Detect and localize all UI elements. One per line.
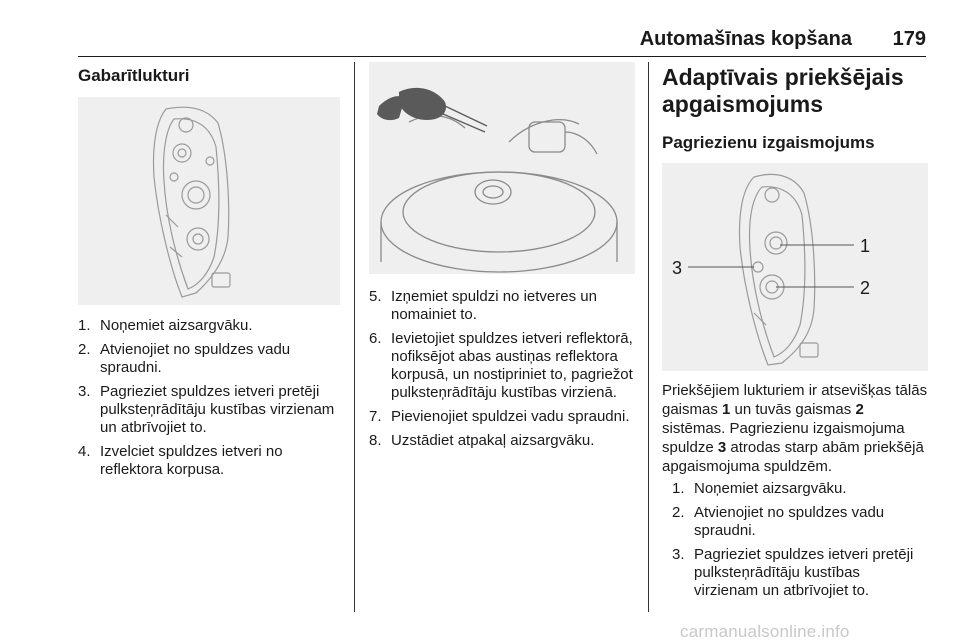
list-item [369, 330, 635, 402]
step-number: 6. [369, 330, 382, 347]
list-item [78, 317, 340, 335]
step-text: Atvienojiet no spuldzes vadu spraudni. [100, 341, 291, 376]
step-number: 3. [78, 383, 91, 400]
cornering-light-description [662, 381, 928, 476]
step-number: 1. [78, 317, 91, 334]
column-divider-2 [648, 62, 649, 612]
list-item [369, 288, 635, 324]
step-number: 3. [672, 546, 685, 563]
tail-lamp-drawing [78, 97, 340, 305]
subsection-title-cornering-light: Pagriezienu izgaismojums [662, 133, 875, 152]
list-item [672, 504, 928, 540]
bold-ref: 1 [722, 401, 731, 418]
section-title-adaptive-lighting: Adaptīvais priekšējais apgaismojums [662, 64, 904, 117]
step-text: Pagrieziet spuldzes ietveri pretēji pulksteņrādītāju kustības virzienam un atbrīvojiet to. [100, 383, 335, 436]
list-item [672, 546, 928, 600]
text-run: un tuvās gaismas [730, 401, 856, 418]
text-run: Priekšējiem lukturiem ir atsevišķas tālās gaismas [662, 382, 928, 418]
middle-column [369, 62, 635, 456]
tail-lamp-illustration [78, 97, 340, 305]
text-run: atrodas starp abām priekšējā apgaismojuma spuldzēm. [662, 439, 924, 475]
step-text: Noņemiet aizsargvāku. [694, 480, 847, 497]
step-text: Uzstādiet atpakaļ aizsargvāku. [391, 432, 595, 449]
step-number: 1. [672, 480, 685, 497]
list-item [672, 480, 928, 498]
step-text: Pievienojiet spuldzei vadu spraudni. [391, 408, 630, 425]
page-number: 179 [892, 28, 926, 50]
step-number: 7. [369, 408, 382, 425]
step-text: Atvienojiet no spuldzes vadu spraudni. [694, 504, 885, 539]
header-title: Automašīnas kopšana [639, 28, 852, 50]
list-item [78, 383, 340, 437]
step-text: Pagrieziet spuldzes ietveri pretēji pulksteņrādītāju kustības virzienam un atbrīvojiet to. [694, 546, 914, 599]
left-step-list [78, 317, 340, 479]
column-divider-1 [354, 62, 355, 612]
step-number: 5. [369, 288, 382, 305]
step-number: 4. [78, 443, 91, 460]
list-item [369, 408, 635, 426]
step-number: 2. [78, 341, 91, 358]
left-column [78, 62, 340, 485]
list-item [78, 341, 340, 377]
step-text: Ievietojiet spuldzes ietveri reflektorā, nofiksējot abas austiņas reflektora korpusā, un nostipriniet to, pagriežot pulksteņrādītāju kustības virzienā. [391, 330, 633, 401]
bulb-socket-drawing [369, 62, 635, 274]
right-step-list [672, 480, 928, 600]
step-text: Izņemiet spuldzi no ietveres un nomainiet to. [391, 288, 597, 323]
step-number: 2. [672, 504, 685, 521]
middle-step-list [369, 288, 635, 450]
step-text: Noņemiet aizsargvāku. [100, 317, 253, 334]
text-run: sistēmas. Pagriezienu izgaismojuma spuldze [662, 420, 905, 456]
step-text: Izvelciet spuldzes ietveri no reflektora korpusa. [100, 443, 283, 478]
list-item [78, 443, 340, 479]
bold-ref: 3 [717, 439, 727, 456]
bulb-socket-illustration [369, 62, 635, 274]
headlamp-drawing [662, 163, 928, 371]
list-item [369, 432, 635, 450]
right-column [662, 62, 928, 606]
callout-label-3: 3 [672, 258, 683, 278]
callout-label-1: 1 [860, 236, 871, 256]
callout-label-2: 2 [860, 278, 871, 298]
section-title-gabaritlukturi: Gabarītlukturi [78, 66, 190, 85]
bold-ref: 2 [855, 401, 864, 418]
page-header [78, 22, 926, 57]
headlamp-illustration [662, 163, 928, 371]
step-number: 8. [369, 432, 382, 449]
watermark: carmanualsonline.info [680, 622, 850, 641]
